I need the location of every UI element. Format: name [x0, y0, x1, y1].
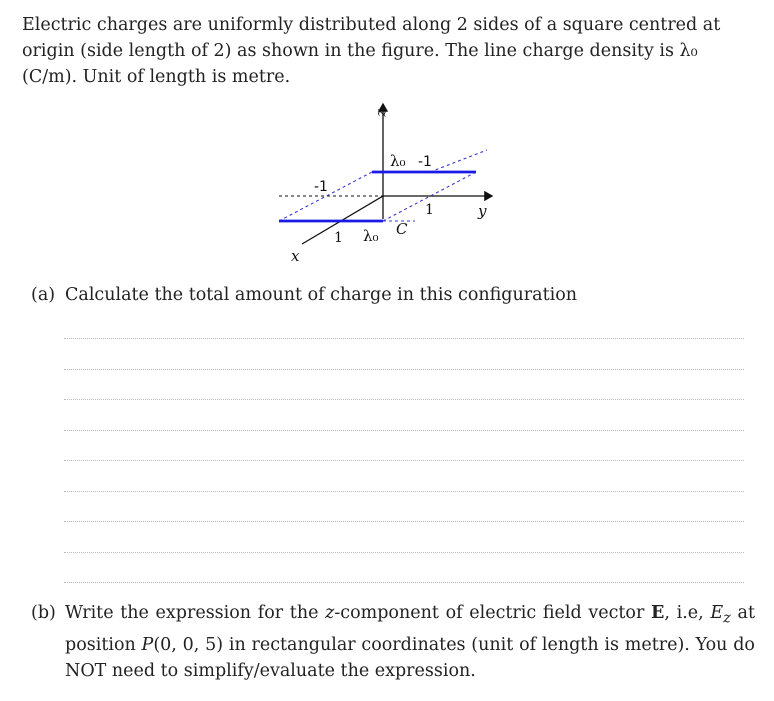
question-a-label: (a) — [31, 285, 56, 305]
qb-var-E: E — [651, 603, 665, 623]
answer-line[interactable] — [64, 338, 744, 339]
answer-line[interactable] — [64, 491, 744, 492]
answer-line[interactable] — [64, 582, 744, 583]
qb-text-3: , i.e, — [664, 603, 704, 623]
neg1-left-label: -1 — [314, 179, 328, 195]
square-edge-back-extension-dashed — [430, 150, 487, 172]
qb-var-z: z — [325, 603, 335, 623]
c-label: C — [396, 220, 408, 238]
question-a — [31, 282, 577, 308]
one-bottom-label: 1 — [334, 230, 343, 246]
qb-var-Ez: E — [710, 603, 724, 623]
answer-line[interactable] — [64, 399, 744, 400]
qb-text-4: at position — [65, 603, 755, 655]
answer-line[interactable] — [64, 521, 744, 522]
lambda-bottom-label: λ₀ — [363, 227, 379, 245]
x-axis-label: x — [291, 247, 300, 265]
qb-text-1: Write the expression for the — [65, 603, 319, 623]
qb-sub-z: z — [723, 609, 731, 627]
lambda-top-label: λ₀ — [390, 152, 406, 170]
neg1-top-label: -1 — [418, 154, 432, 170]
question-a-text: Calculate the total amount of charge in this configuration — [65, 285, 578, 305]
answer-line[interactable] — [64, 369, 744, 370]
answer-space[interactable] — [64, 338, 744, 613]
qb-text-2: -component of electric field vector — [334, 603, 645, 623]
qb-var-P: P — [141, 634, 154, 655]
problem-intro: Electric charges are uniformly distributed along 2 sides of a square centred at origin (side length of 2) as shown in the figure. The line charge density is λ₀ (C/m). Unit of length is metre. — [22, 15, 721, 87]
question-b — [31, 600, 755, 681]
answer-line[interactable] — [64, 430, 744, 431]
qb-coords: (0, 0, 5) — [153, 634, 224, 655]
question-b-text — [65, 600, 755, 684]
answer-line[interactable] — [64, 460, 744, 461]
answer-line[interactable] — [64, 552, 744, 553]
question-b-label: (b) — [31, 603, 56, 623]
qb-text-5: in rectangular coordinates (unit of length is metre). You do NOT need to simplify/evaluate the expression. — [65, 634, 755, 681]
one-right-label: 1 — [425, 202, 434, 218]
y-axis-label: y — [478, 202, 487, 220]
z-axis-label: z — [374, 109, 390, 117]
charge-configuration-figure — [0, 0, 774, 290]
